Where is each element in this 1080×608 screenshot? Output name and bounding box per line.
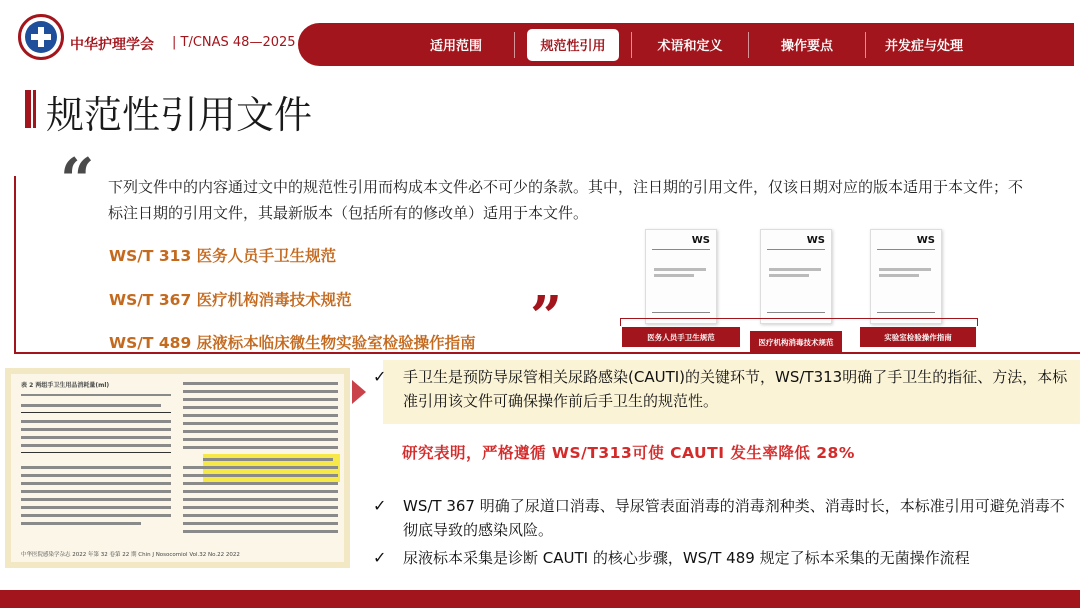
doc-group-bracket	[620, 318, 978, 326]
doc-code: WS	[691, 235, 710, 246]
reference-ws489: WS/T 489 尿液标本临床微生物实验室检验操作指南	[109, 334, 476, 352]
check-icon: ✓	[373, 548, 387, 567]
org-name: 中华护理学会	[70, 37, 154, 53]
journal-footer: 中华医院感染学杂志 2022 年第 32 卷第 22 期 Chin J Nosocomiol Vol.32 No.22 2022	[21, 552, 240, 558]
journal-excerpt-image	[5, 368, 350, 568]
intro-text: 下列文件中的内容通过文中的规范性引用而构成本文件必不可少的条款。其中，注日期的引用文件，仅该日期对应的版本适用于本文件；不标注日期的引用文件，其最新版本（包括所有的修改单）适用于本文件。	[108, 178, 1024, 222]
page-title: 规范性引用文件	[46, 93, 313, 137]
research-finding: 研究表明，严格遵循 WS/T313可使 CAUTI 发生率降低 28%	[402, 444, 855, 462]
bullet-ws489-text: 尿液标本采集是诊断 CAUTI 的核心步骤，WS/T 489 规定了标本采集的无菌操作流程	[403, 549, 970, 567]
bullet-ws367	[373, 494, 1075, 542]
close-quote-icon: ”	[530, 284, 563, 350]
arrow-icon	[352, 380, 366, 404]
org-logo	[18, 14, 64, 60]
bullet-ws489	[373, 546, 1075, 570]
title-accent-bar	[25, 90, 31, 128]
doc-label: 医务人员手卫生规范	[622, 327, 740, 347]
reference-ws367: WS/T 367 医疗机构消毒技术规范	[109, 291, 352, 309]
doc-label: 医疗机构消毒技术规范	[750, 331, 842, 353]
title-accent-bar	[33, 90, 36, 128]
reference-ws313: WS/T 313 医务人员手卫生规范	[109, 247, 337, 265]
check-icon: ✓	[373, 367, 387, 386]
bullet-ws367-text: WS/T 367 明确了尿道口消毒、导尿管表面消毒的消毒剂种类、消毒时长，本标准引用可避免消毒不彻底导致的感染风险。	[403, 497, 1065, 539]
standard-code: | T/CNAS 48—2025	[172, 35, 296, 50]
tab-complications[interactable]: 并发症与处理	[884, 39, 963, 54]
table-caption: 表 2 两组手卫生用品消耗量(ml)	[21, 382, 110, 389]
doc-code: WS	[916, 235, 935, 246]
standard-doc-ws313	[645, 229, 717, 324]
doc-label: 实验室检验操作指南	[860, 327, 976, 347]
check-icon: ✓	[373, 496, 387, 515]
footer-bar	[0, 590, 1080, 608]
open-quote-icon: “	[56, 146, 99, 216]
tab-normative-references[interactable]: 规范性引用	[527, 29, 619, 61]
tab-scope[interactable]: 适用范围	[429, 39, 482, 54]
bullet-hand-hygiene-text: 手卫生是预防导尿管相关尿路感染(CAUTI)的关键环节，WS/T313明确了手卫生的指征、方法，本标准引用该文件可确保操作前后手卫生的规范性。	[403, 368, 1068, 410]
tab-operation-points[interactable]: 操作要点	[780, 39, 833, 54]
tab-terms-definitions[interactable]: 术语和定义	[657, 39, 723, 54]
nav-divider	[514, 32, 515, 58]
standard-doc-ws489	[870, 229, 942, 324]
standard-doc-ws367	[760, 229, 832, 324]
bullet-hand-hygiene	[373, 365, 1075, 413]
logo-emblem-icon	[25, 21, 57, 53]
doc-code: WS	[806, 235, 825, 246]
top-nav	[298, 23, 1074, 66]
